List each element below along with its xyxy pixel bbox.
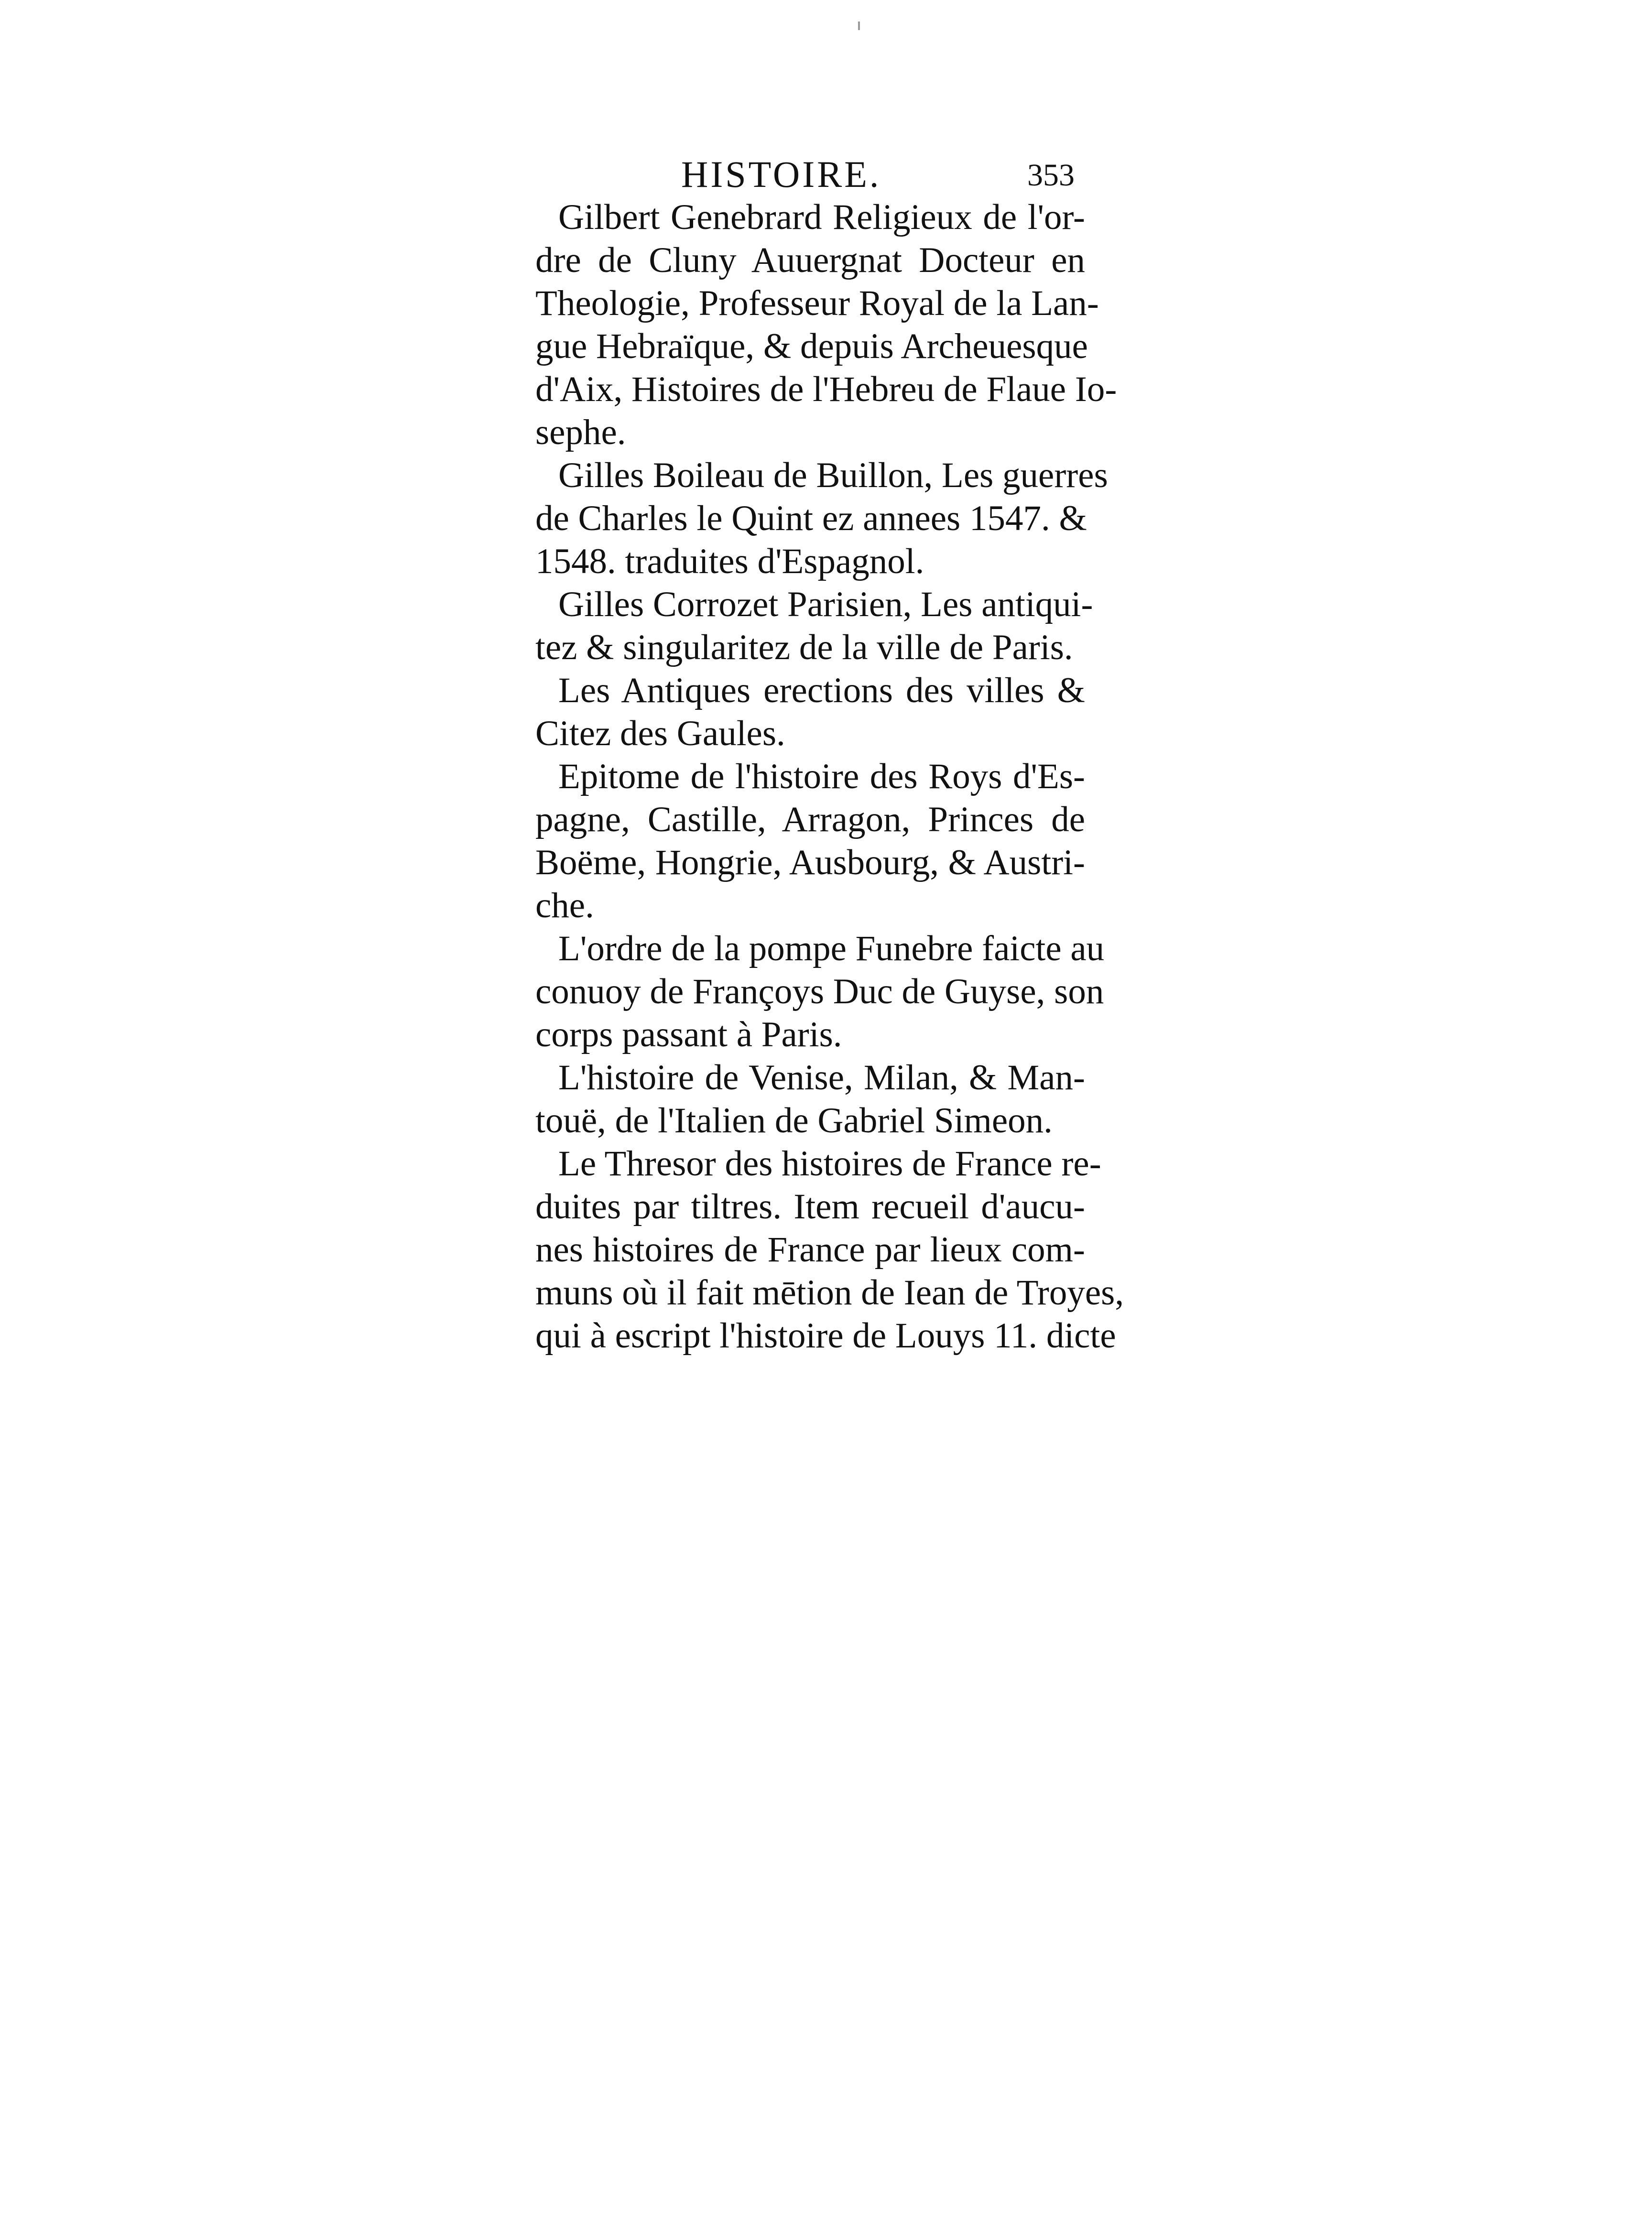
entry-line: L'ordre de la pompe Funebre faicte au xyxy=(558,929,1105,968)
entry-line: nes histoires de France par lieux com- xyxy=(535,1230,1085,1270)
entry-line: muns où il fait mētion de Iean de Troyes, xyxy=(535,1273,1124,1313)
entry-line: touë, de l'Italien de Gabriel Simeon. xyxy=(535,1101,1053,1140)
page-number: 353 xyxy=(1027,158,1075,193)
catalog-entry-pompe-funebre xyxy=(535,927,1105,1056)
entry-line: Citez des Gaules. xyxy=(535,714,785,753)
entry-line: conuoy de Françoys Duc de Guyse, son xyxy=(535,972,1104,1011)
running-head: HISTOIRE. xyxy=(681,153,881,195)
entry-line: Theologie, Professeur Royal de la Lan- xyxy=(535,283,1099,323)
catalog-entry-antiques-erections xyxy=(535,669,1085,755)
entry-line: d'Aix, Histoires de l'Hebreu de Flaue Io- xyxy=(535,369,1117,409)
catalog-entry-corrozet-antiquitez xyxy=(535,583,1093,669)
entry-line: Le Thresor des histoires de France re- xyxy=(558,1144,1101,1183)
entry-line: qui à escript l'histoire de Louys 11. dicte xyxy=(535,1316,1116,1356)
entry-line: 1548. traduites d'Espagnol. xyxy=(535,542,924,581)
entry-line: gue Hebraïque, & depuis Archeuesque xyxy=(535,326,1088,366)
entry-line: Les Antiques erections des villes & xyxy=(558,671,1085,710)
catalog-entry-boileau xyxy=(535,454,1108,583)
entry-line: dre de Cluny Auuergnat Docteur en xyxy=(535,240,1085,280)
entry-line: L'histoire de Venise, Milan, & Man- xyxy=(558,1058,1085,1097)
entry-line: Boëme, Hongrie, Ausbourg, & Austri- xyxy=(535,843,1085,882)
entry-line: che. xyxy=(535,886,594,925)
page-header xyxy=(535,153,1085,196)
entry-line: tez & singularitez de la ville de Paris. xyxy=(535,628,1073,667)
catalog-entry-genebrard xyxy=(535,196,1117,454)
catalog-entry-venise xyxy=(535,1056,1085,1142)
text-block xyxy=(535,153,1124,1357)
entry-line: corps passant à Paris. xyxy=(535,1015,842,1054)
entry-line: pagne, Castille, Arragon, Princes de xyxy=(535,800,1085,839)
entry-line: Gilles Corrozet Parisien, Les antiqui- xyxy=(558,585,1093,624)
entry-line: sephe. xyxy=(535,412,626,452)
page-speck xyxy=(858,22,860,30)
entry-line: de Charles le Quint ez annees 1547. & xyxy=(535,499,1087,538)
entry-line: Epitome de l'histoire des Roys d'Es- xyxy=(558,757,1085,796)
entry-line: Gilles Boileau de Buillon, Les guerres xyxy=(558,456,1108,495)
catalog-entry-thresor xyxy=(535,1142,1124,1357)
catalog-entry-epitome xyxy=(535,755,1085,927)
entry-line: Gilbert Genebrard Religieux de l'or- xyxy=(558,197,1085,237)
entry-line: duites par tiltres. Item recueil d'aucu- xyxy=(535,1187,1085,1227)
